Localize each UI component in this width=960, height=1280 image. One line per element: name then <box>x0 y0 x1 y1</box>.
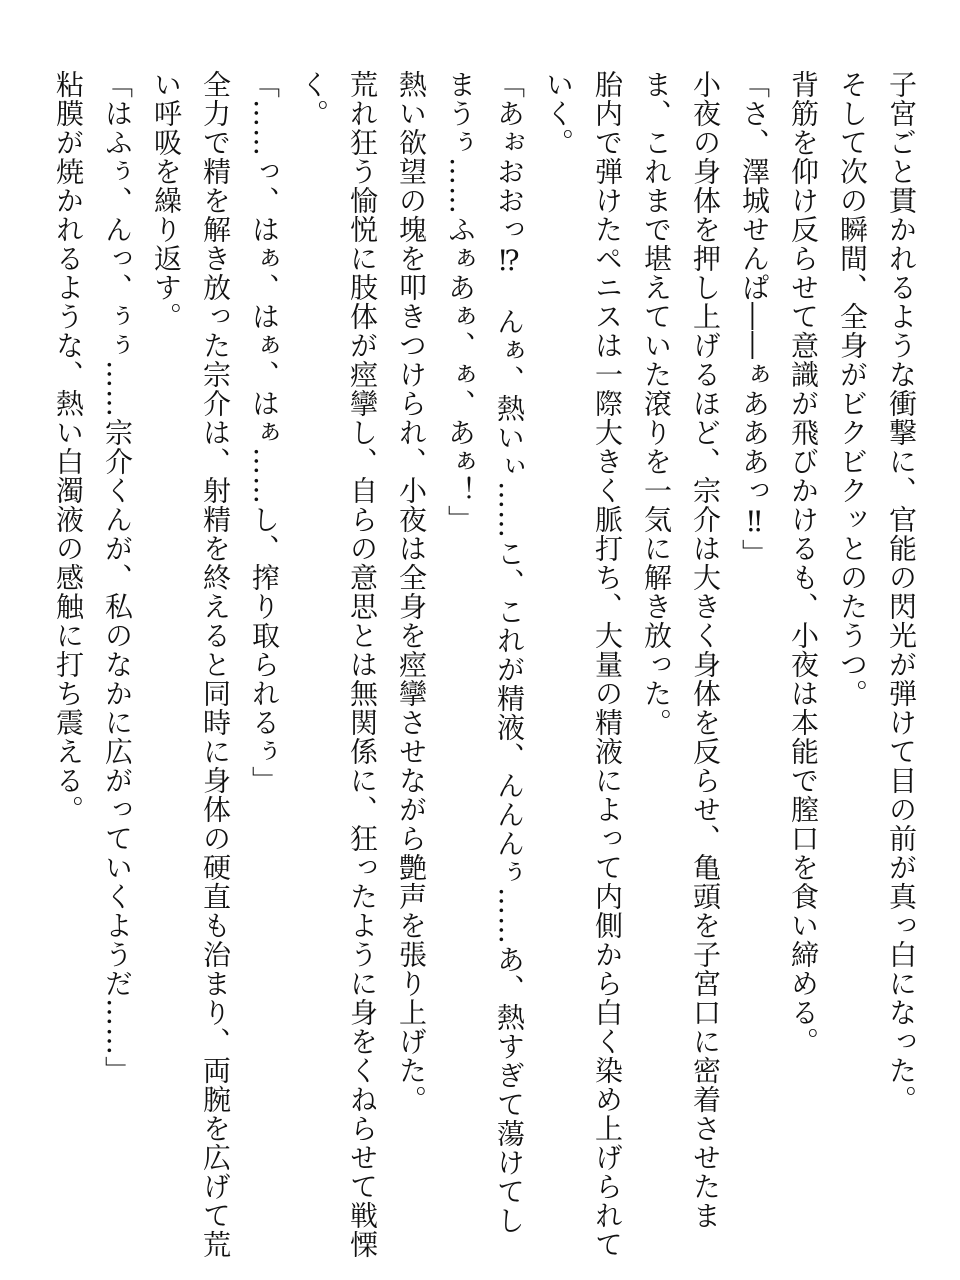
vertical-text-body <box>26 70 926 1260</box>
paragraph-3: 背筋を仰け反らせて意識が飛びかけるも、小夜は本能で膣口を食い締める。 <box>787 70 820 1056</box>
paragraph-1: 子宮ごと貫かれるような衝撃に、官能の閃光が弾けて目の前が真っ白になった。 <box>885 70 918 1114</box>
paragraph-9: 粘膜が焼かれるような、熱い白濁液の感触に打ち震える。 <box>52 70 85 824</box>
paragraph-4: 小夜の身体を押し上げるほど、宗介は大きく身体を反らせ、亀頭を子宮口に密着させたまま、これまで堪えていた滾りを一気に解き放った。 <box>640 70 722 1230</box>
dialogue-line-1: 「さ、澤城せんぱ――ぁあああっ‼」 <box>738 70 771 568</box>
dialogue-line-2: 「あぉおおっ⁉ んぁ、熱いぃ……こ、これが精液、んんんぅ……あ、熱すぎて蕩けてしまうぅ……ふぁあぁ、ぁ、あぁ！」 <box>444 70 526 1235</box>
dialogue-line-4: 「はふぅ、んっ、ぅぅ……宗介くんが、私のなかに広がっていくようだ……」 <box>101 70 134 1085</box>
dialogue-line-3: 「……っ、はぁ、はぁ、はぁ……し、搾り取られるぅ」 <box>248 70 281 795</box>
paragraph-5: 胎内で弾けたペニスは一際大きく脈打ち、大量の精液によって内側から白く染め上げられていく。 <box>542 70 624 1259</box>
paragraph-7: 荒れ狂う愉悦に肢体が痙攣し、自らの意思とは無関係に、狂ったように身をくねらせて戦慄く。 <box>297 70 379 1259</box>
paragraph-6: 熱い欲望の塊を叩きつけられ、小夜は全身を痙攣させながら艶声を張り上げた。 <box>395 70 428 1114</box>
paragraph-8: 全力で精を解き放った宗介は、射精を終えると同時に身体の硬直も治まり、両腕を広げて荒い呼吸を繰り返す。 <box>150 70 232 1259</box>
paragraph-2: そして次の瞬間、全身がビクビクッとのたうつ。 <box>836 70 869 708</box>
